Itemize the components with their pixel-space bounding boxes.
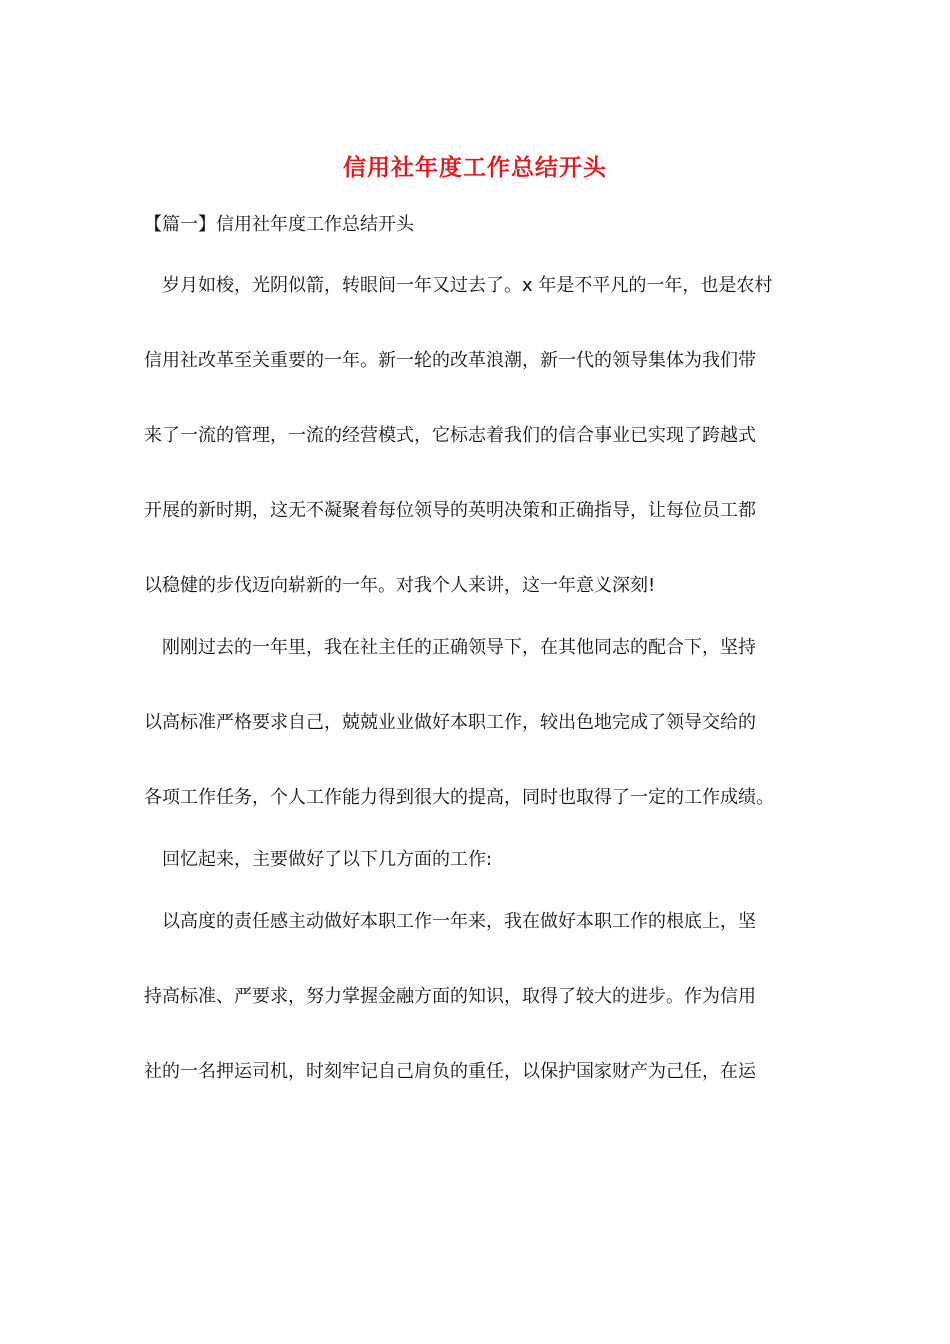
paragraph-line: 开展的新时期，这无不凝聚着每位领导的英明决策和正确指导，让每位员工都 <box>144 500 756 521</box>
paragraph-line: 社的一名押运司机，时刻牢记自己肩负的重任，以保护国家财产为己任，在运 <box>144 1061 756 1082</box>
document-title: 信用社年度工作总结开头 <box>343 154 607 181</box>
paragraph-line: 各项工作任务，个人工作能力得到很大的提高，同时也取得了一定的工作成绩。 <box>144 787 774 808</box>
paragraph-line: 刚刚过去的一年里，我在社主任的正确领导下，在其他同志的配合下，坚持 <box>162 637 756 658</box>
paragraph-line: 信用社改革至关重要的一年。新一轮的改革浪潮，新一代的领导集体为我们带 <box>144 350 756 371</box>
section-heading: 【篇一】信用社年度工作总结开头 <box>144 214 414 235</box>
paragraph-line: 来了一流的管理，一流的经营模式，它标志着我们的信合事业已实现了跨越式 <box>144 425 756 446</box>
paragraph-line: 以稳健的步伐迈向崭新的一年。对我个人来讲，这一年意义深刻! <box>144 575 656 596</box>
paragraph-line: 回忆起来，主要做好了以下几方面的工作: <box>162 849 493 870</box>
paragraph-line: 岁月如梭，光阴似箭，转眼间一年又过去了。x 年是不平凡的一年，也是农村 <box>162 275 773 296</box>
paragraph-line: 以高标准严格要求自己，兢兢业业做好本职工作，较出色地完成了领导交给的 <box>144 712 756 733</box>
paragraph-line: 以高度的责任感主动做好本职工作一年来，我在做好本职工作的根底上，坚 <box>162 911 756 932</box>
paragraph-line: 持高标准、严要求，努力掌握金融方面的知识，取得了较大的进步。作为信用 <box>144 986 756 1007</box>
